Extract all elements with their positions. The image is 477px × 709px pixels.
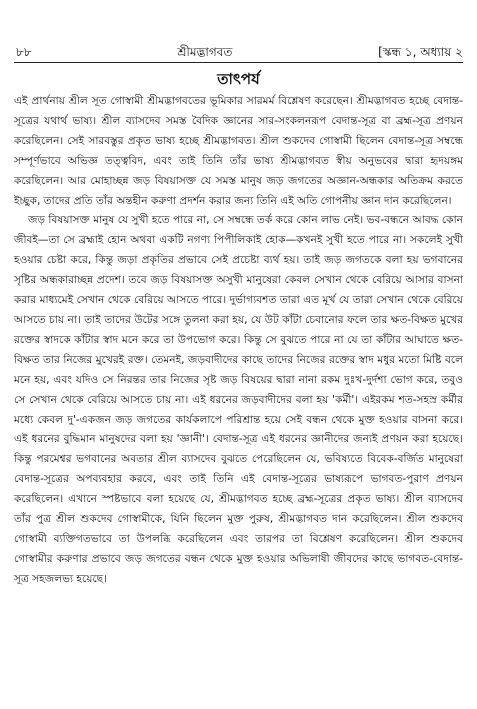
purport-text	[14, 92, 463, 590]
book-title: শ্রীমদ্ভাগবত	[177, 45, 233, 59]
paragraph: জড় বিষয়াসক্ত মানুষ যে সুখী হতে পারে না, সে সম্বন্ধে তর্ক করে কোন লাভ নেই। ভব-বন্ধনে আবদ্ধ কোন জীবই—তা সে ব্রহ্মাই হোন অথবা একটি নগণ্য পিপীলিকাই হোক—কখনই সুখী হতে পারে না। সকলেই সুখী হওয়ার চেষ্টা করে, কিন্তু জড়া প্রকৃতির প্রভাবে সেই প্রচেষ্টা ব্যর্থ হয়। তাই জড় জগতকে বলা হয় ভগবানের সৃষ্টির অন্ধকারাচ্ছন্ন প্রদেশ। তবে জড় বিষয়াসক্ত অসুখী মানুষেরা কেবল সেখান থেকে বেরিয়ে আসার বাসনা করার মাধ্যমেই সেখান থেকে বেরিয়ে আসতে পারে। দুর্ভাগ্যবশত তারা এত মূর্খ যে তারা সেখান থেকে বেরিয়ে আসতে চায় না। তাই তাদের উটের সঙ্গে তুলনা করা হয়, যে উট কাঁটা চেবানোর ফলে তার ক্ষত-বিক্ষত মুখের রক্তের স্বাদকে কাঁটার স্বাদ মনে করে তা উপভোগ করে। কিন্তু সে বুঝতে পারে না যে তা কাঁটার আঘাতে ক্ষত-বিক্ষত তার নিজের মুখেরই রক্ত। তেমনই, জড়বাদীদের কাছে তাদের নিজের রক্তের স্বাদ মধুর মতো মিষ্টি বলে মনে হয়, এবং যদিও সে নিরন্তর তার নিজের সৃষ্ট জড় বিষয়ের দ্বারা নানা রকম দুঃখ-দুর্দশা ভোগ করে, তবুও সে সেখান থেকে বেরিয়ে আসতে চায় না। এই ধরনের জড়বাদীদের বলা হয় 'কর্মী'। এইরকম শত-সহস্র কর্মীর মধ্যে কেবল দু'-একজন জড় জগতের কার্যকলাপে পরিশ্রান্ত হয়ে সেই বন্ধন থেকে মুক্ত হওয়ার বাসনা করে। এই ধরনের বুদ্ধিমান মানুষদের বলা হয় 'জ্ঞানী'। বেদান্ত-সূত্র এই ধরনের জ্ঞানীদের জন্যই প্রণয়ন করা হয়েছে। কিন্তু পরমেশ্বর ভগবানের অবতার শ্রীল ব্যাসদেব বুঝতে পেরেছিলেন যে, ভবিষ্যতে বিবেক-বর্জিত মানুষেরা বেদান্ত-সূত্রের অপব্যবহার করবে, এবং তাই তিনি এই বেদান্ত-সূত্রের ভাষ্যরূপে ভাগবত-পুরাণ প্রণয়ন করেছিলেন। এখানে স্পষ্টভাবে বলা হয়েছে যে, শ্রীমদ্ভাগবত হচ্ছে ব্রহ্ম-সূত্রের প্রকৃত ভাষ্য। শ্রীল ব্যাসদেব তাঁর পুত্র শ্রীল শুকদেব গোস্বামীকে, যিনি ছিলেন মুক্ত পুরুষ, শ্রীমদ্ভাগবত দান করেছিলেন। শ্রীল শুকদেব গোস্বামী ব্যক্তিগতভাবে তা উপলব্ধি করেছিলেন এবং তারপর তা বিশ্লেষণ করেছিলেন। শ্রীল শুকদেব গোস্বামীর করুণার প্রভাবে জড় জগতের বন্ধন থেকে মুক্ত হওয়ার অভিলাষী জীবদের কাছে ভাগবত-বেদান্ত-সূত্র সহজলভ্য হয়েছে।	[14, 214, 463, 585]
chapter-reference: [স্কন্ধ ১, অধ্যায় ২	[378, 45, 463, 59]
paragraph: এই প্রার্থনায় শ্রীল সূত গোস্বামী শ্রীমদ্ভাগবতের ভূমিকার সারমর্ম বিশ্লেষণ করেছেন। শ্রীমদ্ভাগবত হচ্ছে বেদান্ত-সূত্রের যথার্থ ভাষ্য। শ্রীল ব্যাসদেব সমস্ত বৈদিক জ্ঞানের সার-সংকলনরূপ বেদান্ত-সূত্র বা ব্রহ্ম-সূত্র প্রণয়ন করেছিলেন। সেই সারবস্তুর প্রকৃত ভাষ্য হচ্ছে শ্রীমদ্ভাগবত। শ্রীল শুকদেব গোস্বামী ছিলেন বেদান্ত-সূত্র সম্বন্ধে সম্পূর্ণভাবে অভিজ্ঞ তত্ত্ববিদ, এবং তাই তিনি তাঁর ভাষ্য শ্রীমদ্ভাগবত স্বীয় অনুভবের দ্বারা হৃদয়ঙ্গম করেছিলেন। আর মোহাচ্ছন্ন জড় বিষয়াসক্ত যে সমস্ত মানুষ জড় জগতের অজ্ঞান-অন্ধকার অতিক্রম করতে ইচ্ছুক, তাদের প্রতি তাঁর অন্তহীন করুণা প্রদর্শন করার জন্য তিনি এই অতি গোপনীয় জ্ঞান দান করেছিলেন।	[14, 95, 463, 207]
page-number: ৮৮	[16, 45, 32, 59]
running-header	[16, 44, 463, 64]
section-title: তাৎপর্য	[217, 70, 260, 88]
header-divider	[14, 62, 463, 63]
